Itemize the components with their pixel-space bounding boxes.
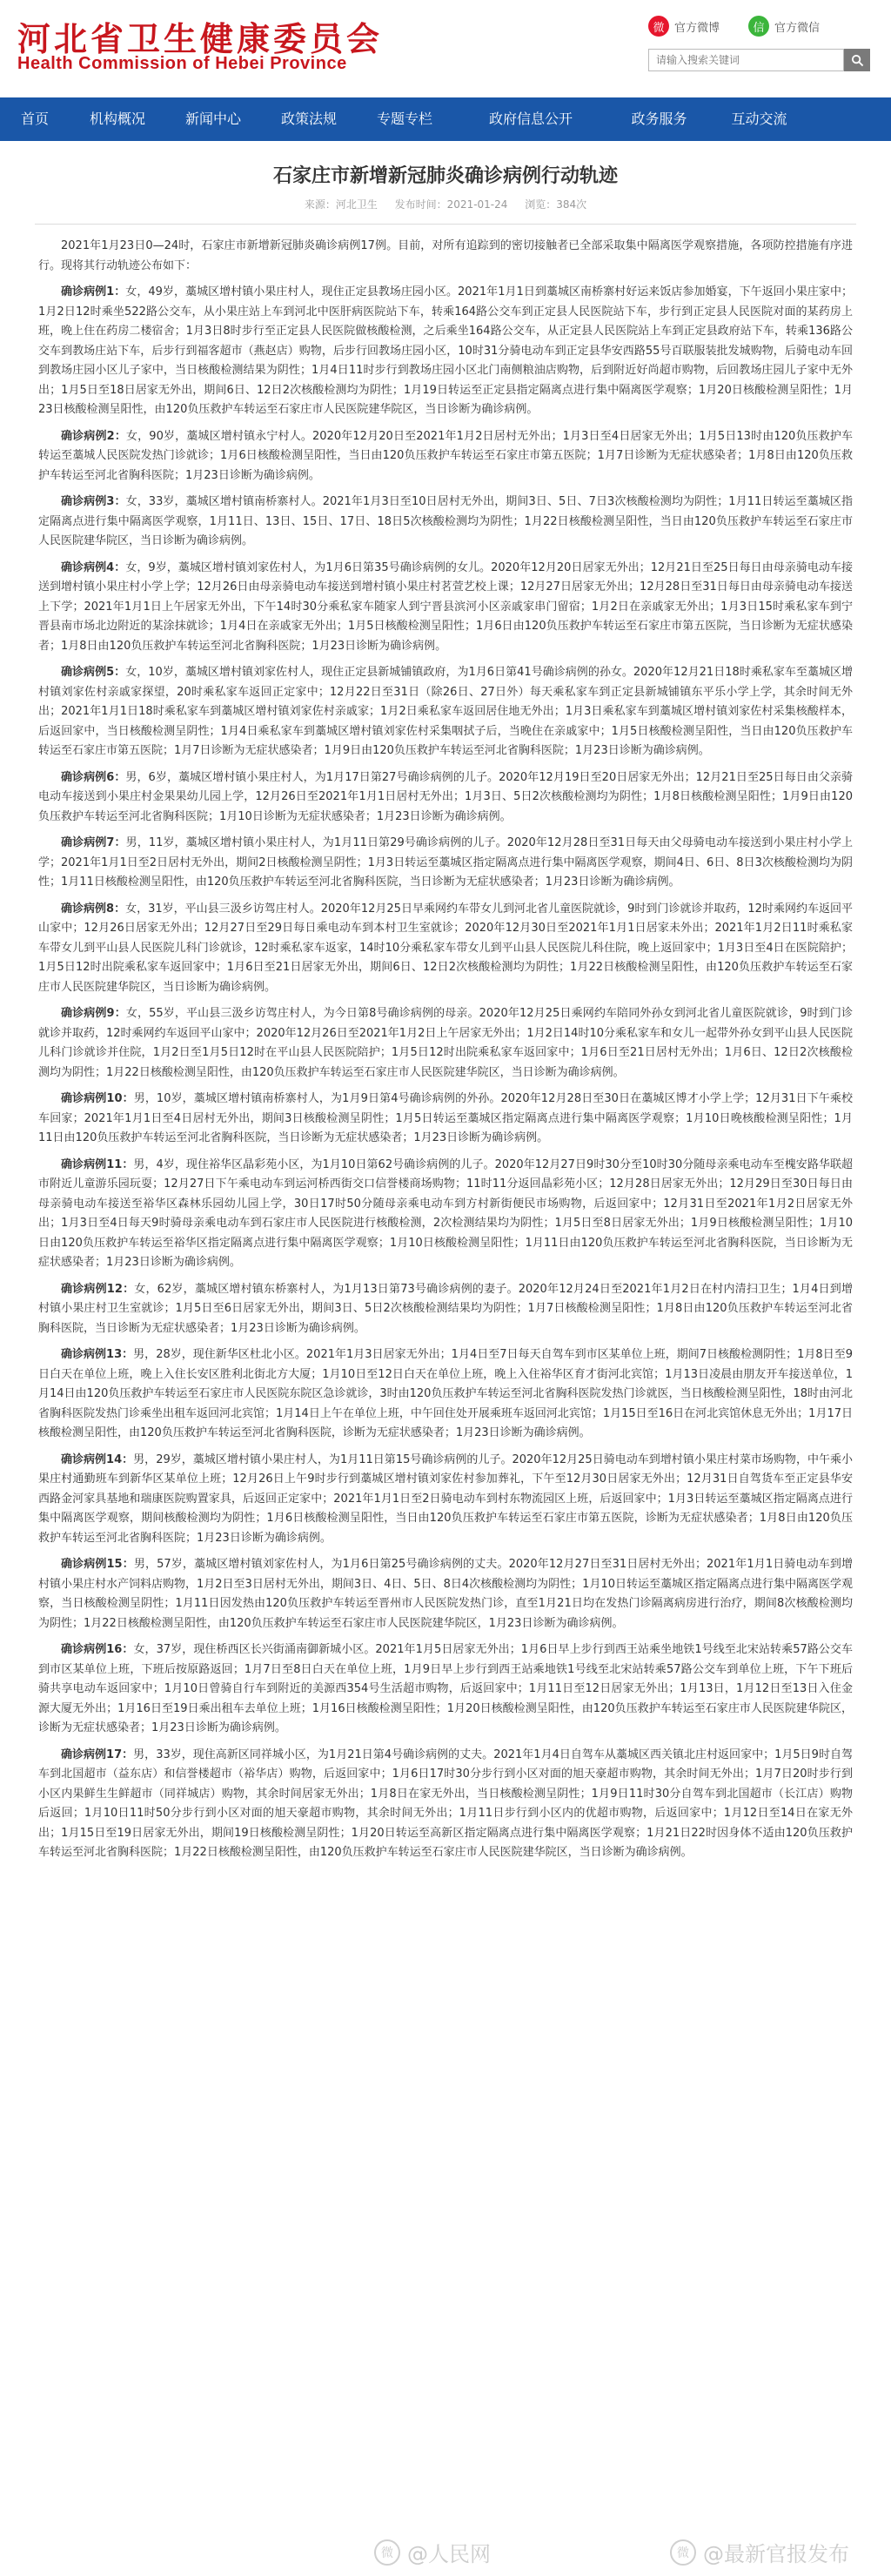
nav-item-news[interactable]: 新闻中心 [184, 111, 241, 127]
article-paragraph: 确诊病例14：男，29岁，藁城区增村镇小果庄村人，为1月11日第15号确诊病例的儿子。2020年12月25日骑电动车到增村镇小果庄村菜市场购物，中午乘小果庄村通勤班车到新华区某单位上班；12月26日上午9时步行到藁城区增村镇刘家佐村参加葬礼，下午至12月30日居家无外出；12月31日自驾货车至正定县华安西路金河家具基地和瑞康医院购置家具，后返回正定家中；2021年1月1日至2日骑电动车到村东物流园区上班，后返回家中；1月3日转运至藁城区指定隔离点进行集中隔离医学观察，期间核酸检测均为阴性；1月6日核酸检测呈阳性，当日由120负压救护车转运至石家庄市第五医院，诊断为无症状感染者；1月8日由120负压救护车转运至河北省胸科医院；1月23日诊断为确诊病例。 [38, 1452, 853, 1545]
watermark-right [670, 2537, 849, 2567]
article-paragraph: 2021年1月23日0—24时，石家庄市新增新冠肺炎确诊病例17例。目前，对所有追踪到的密切接触者已全部采取集中隔离医学观察措施，各项防控措施有序进行。现将其行动轨迹公布如下： [38, 239, 853, 272]
article-body [38, 237, 853, 1863]
nav-item-interaction[interactable]: 互动交流 [731, 111, 787, 127]
watermark-left-text: @人民网 [407, 2542, 491, 2566]
article-paragraph: 确诊病例13：男，28岁，现住新华区杜北小区。2021年1月3日居家无外出；1月4日至7日每天自驾车到市区某单位上班，期间7日核酸检测阴性；1月8日至9日白天在单位上班，晚上入住长安区胜利北街北方大厦；1月10日至12日白天在单位上班，晚上入住裕华区育才街河北宾馆；1月13日凌晨由朋友开车接送单位，1月14日由120负压救护车转运至石家庄市人民医院东院区急诊就诊，3时由120负压救护车转运至河北省胸科医院发热门诊就医，当日核酸检测呈阳性，18时由河北省胸科医院发热门诊乘坐出租车返回河北宾馆；1月14日上午在单位上班，中午回住处开展乘班车返回河北宾馆；1月15日至16日在河北宾馆休息无外出；1月17日核酸检测呈阳性，由120负压救护车转运至河北省胸科医院，诊断为无症状感染者；1月23日诊断为确诊病例。 [38, 1348, 853, 1439]
main-nav [0, 97, 891, 141]
wechat-icon: 信 [748, 16, 769, 37]
wechat-label: 官方微信 [774, 21, 821, 35]
site-logo-chinese[interactable]: 河北省卫生健康委员会 [17, 19, 384, 58]
article-date: 发布时间：2021-01-24 [394, 198, 508, 211]
search-input[interactable] [648, 49, 844, 71]
site-header [0, 0, 891, 94]
weibo-link[interactable] [648, 16, 720, 37]
article-paragraph: 确诊病例1：女，49岁，藁城区增村镇小果庄村人，现住正定县教场庄园小区。2021年1月1日到藁城区南桥寨村好运来饭店参加婚宴，下午返回小果庄家中；1月2日12时乘坐522路公交车，从小果庄站上车到河北中医肝病医院站下车，转乘164路公交车到正定县人民医院站下车，步行到正定县人民医院对面的某药房上班，晚上住在药房二楼宿舍；1月3日8时步行至正定县人民医院做核酸检测，之后乘坐164路公交车，从正定县人民医院站上车到正定县政府站下车，转乘136路公交车到教场庄站下车，后步行到福客超市（燕赵店）购物，后步行回教场庄园小区，10时31分骑电动车到正定县华安西路55号百联服装批发城购物，后骑电动车回到教场庄园小区儿子家中，当日核酸检测结果为阴性；1月4日11时步行到教场庄园小区北门南侧粮油店购物，后到附近好尚超市购物，后回教场庄园儿子家中无外出；1月5日至18日居家无外出，期间6日、12日2次核酸检测均为阴性；1月19日转运至正定县指定隔离点进行集中隔离医学观察；1月20日核酸检测呈阳性；1月23日核酸检测呈阳性，由120负压救护车转运至石家庄市人民医院建华院区，当日诊断为确诊病例。 [38, 285, 854, 416]
search-icon [851, 54, 864, 67]
article-paragraph: 确诊病例2：女，90岁，藁城区增村镇永宁村人。2020年12月20日至2021年1月2日居村无外出；1月3日至4日居家无外出；1月5日13时由120负压救护车转运至藁城人民医院发热门诊就诊；1月6日核酸检测呈阳性，当日由120负压救护车转运至石家庄市第五医院；1月7日诊断为无症状感染者；1月8日由120负压救护车转运至河北省胸科医院；1月23日诊断为确诊病例。 [38, 429, 854, 482]
wechat-link[interactable] [748, 16, 820, 37]
article-paragraph: 确诊病例5：女，10岁，藁城区增村镇刘家佐村人，现住正定县新城铺镇政府，为1月6日第41号确诊病例的孙女。2020年12月21日18时乘私家车至藁城区增村镇刘家佐村亲戚家探望，20时乘私家车返回正定家中；12月22日至31日（除26日、27日外）每天乘私家车到正定县新城铺镇东平乐小学上学，其余时间无外出；2021年1月1日18时乘私家车到藁城区增村镇刘家佐村亲戚家；1月2日乘私家车返回居住地无外出；1月3日乘私家车到藁城区增村镇刘家佐村采集核酸样本，后返回家中，当日核酸检测呈阴性；1月4日乘私家车到藁城区增村镇刘家佐村采集咽拭子后，当晚住在亲戚家中；1月5日核酸检测呈阳性，当日由120负压救护车转运至石家庄市第五医院；1月7日诊断为无症状感染者；1月9日由120负压救护车转运至河北省胸科医院；1月23日诊断为确诊病例。 [38, 666, 854, 757]
article-title: 石家庄市新增新冠肺炎确诊病例行动轨迹 [272, 165, 618, 187]
article-paragraph: 确诊病例17：男，33岁，现住高新区同祥城小区，为1月21日第4号确诊病例的丈夫。2021年1月4日自驾车从藁城区西关镇北庄村返回家中；1月5日9时自驾车到北国超市（益东店）和信誉楼超市（裕华店）购物，后返回家中；1月6日17时30分步行到小区对面的旭天豪超市购物，其余时间无外出；1月7日20时步行到小区内果鲜生生鲜超市（同祥城店）购物，其余时间居家无外出；1月8日在家无外出，当日核酸检测呈阴性；1月9日11时30分自驾车到北国超市（长江店）购物后返回；1月10日11时50分步行到小区对面的旭天豪超市购物，其余时间无外出；1月11日步行到小区内的优超市购物，后返回家中；1月12日至14日在家无外出；1月15日至19日居家无外出，期间19日核酸检测呈阴性；1月20日转运至高新区指定隔离点进行集中隔离医学观察；1月21日22时因身体不适由120负压救护车转运至河北省胸科医院；1月22日核酸检测呈阳性，由120负压救护车转运至石家庄市人民医院建华院区，当日诊断为确诊病例。 [38, 1748, 853, 1859]
weibo-watermark-icon: 微 [670, 2539, 696, 2566]
article-paragraph: 确诊病例7：男，11岁，藁城区增村镇小果庄村人，为1月11日第29号确诊病例的儿子。2020年12月28日至31日每天由父母骑电动车接送到小果庄村小学上学；2021年1月1日至2日居村无外出，期间2日核酸检测呈阴性；1月3日转运至藁城区指定隔离点进行集中隔离医学观察，期间4日、6日、8日3次核酸检测均为阴性；1月11日核酸检测呈阳性，由120负压救护车转运至河北省胸科医院，当日诊断为无症状感染者；1月23日诊断为确诊病例。 [38, 836, 853, 889]
article-paragraph: 确诊病例16：女，37岁，现住桥西区长兴街涌南御新城小区。2021年1月5日居家无外出；1月6日早上步行到西王站乘坐地铁1号线至北宋站转乘57路公交车到市区某单位上班，下班后按原路返回；1月7日至8日白天在单位上班，1月9日早上步行到西王站乘地铁1号线至北宋站转乘57路公交车到单位上班，下午下班后骑共享电动车返回家中；1月10日曾骑自行车到附近的美源西354号生活超市购物，后返回家中；1月11日至12日居家无外出；1月13日，1月12日至13日入住金源大厦无外出；1月16日至19日乘出租车去单位上班；1月16日核酸检测呈阳性；1月20日核酸检测呈阳性，由120负压救护车转运至石家庄市人民医院建华院区，诊断为无症状感染者；1月23日诊断为确诊病例。 [38, 1643, 853, 1734]
article-views: 浏览：384次 [525, 198, 587, 211]
weibo-label: 官方微博 [674, 21, 720, 35]
article-paragraph: 确诊病例11：男，4岁，现住裕华区晶彩苑小区，为1月10日第62号确诊病例的儿子。2020年12月27日9时30分至10时30分随母亲乘电动车至槐安路华联超市附近儿童游乐园玩耍；12月27日下午乘电动车到运河桥西街交口信誉楼商场购物；11时11分返回晶彩苑小区；12月28日居家无外出；12月29日至30日每日由母亲骑电动车接送至裕华区森林乐园幼儿园上学，30日17时50分随母亲乘电动车到方村新街便民市场购物，后返回家中；12月31日至2021年1月2日居家无外出；1月3日至4日每天9时骑母亲乘电动车到石家庄市人民医院进行核酸检测，2次检测结果均为阴性；1月5日至8日居家无外出；1月9日核酸检测呈阳性；1月10日由120负压救护车转运至裕华区指定隔离点进行集中隔离医学观察；1月10日核酸检测呈阳性；1月11日由120负压救护车转运至河北省胸科医院，当日诊断为无症状感染者；1月23日诊断为确诊病例。 [38, 1157, 853, 1269]
watermark-right-text: @最新官报发布 [703, 2542, 849, 2566]
article-paragraph: 确诊病例4：女，9岁，藁城区增村镇刘家佐村人，为1月6日第35号确诊病例的女儿。2020年12月20日居家无外出；12月21日至25日每日由母亲骑电动车接送到增村镇小果庄村小学上学；12月26日由母亲骑电动车接送到增村镇小果庄村茗萱艺校上课；12月27日居家无外出；12月28日至31日每日由母亲骑电动车接送上下学；2021年1月1日上午居家无外出，下午14时30分乘私家车随家人到宁晋县滨河小区亲戚家串门留宿；1月2日在亲戚家无外出；1月3日15时乘私家车到宁晋县南市场北边附近的某涂抹就诊；1月4日在亲戚家无外出；1月5日核酸检测呈阳性；1月6日由120负压救护车转运至石家庄市第五医院，当日诊断为无症状感染者；1月8日由120负压救护车转运至河北省胸科医院；1月23日诊断为确诊病例。 [38, 560, 854, 653]
nav-item-services[interactable]: 政务服务 [631, 111, 687, 127]
article-paragraph: 确诊病例12：女，62岁，藁城区增村镇东桥寨村人，为1月13日第73号确诊病例的妻子。2020年12月24日至2021年1月2日在村内清扫卫生；1月4日到增村镇小果庄村卫生室就诊；1月5日至6日居家无外出，期间3日、5日2次核酸检测结果均为阴性；1月7日核酸检测呈阳性；1月8日由120负压救护车转运至河北省胸科医院，当日诊断为无症状感染者；1月23日诊断为确诊病例。 [38, 1282, 853, 1335]
article-paragraph: 确诊病例8：女，31岁，平山县三汲乡访驾庄村人。2020年12月25日早乘网约车带女儿到河北省儿童医院就诊，9时到门诊就诊并取药，12时乘网约车返回平山家中；12月26日居家无外出；12月27日至29日每日乘电动车到本村卫生室就诊；2020年12月30日至2021年1月1日居家未外出；2021年1月2日11时乘私家车带女儿到平山县人民医院儿科门诊就诊，12时乘私家车返家，14时10分乘私家车带女儿到平山县人民医院儿科住院，晚上返回家中；1月3日至4日在医院陪护；1月5日12时出院乘私家车返回家中；1月6日至21日居家无外出，期间6日、12日2次核酸检测均为阴性；1月22日核酸检测呈阳性，由120负压救护车转运至石家庄市人民医院建华院区，当日诊断为确诊病例。 [38, 902, 854, 994]
article [0, 148, 891, 1870]
article-source: 来源：河北卫生 [304, 198, 378, 211]
weibo-icon: 微 [648, 16, 669, 37]
nav-item-topics[interactable]: 专题专栏 [376, 111, 432, 127]
nav-item-home[interactable]: 首页 [20, 111, 49, 127]
nav-item-about[interactable]: 机构概况 [89, 111, 145, 127]
article-paragraph: 确诊病例9：女，55岁，平山县三汲乡访驾庄村人，为今日第8号确诊病例的母亲。2020年12月25日乘网约车陪同外孙女到河北省儿童医院就诊，9时到门诊就诊并取药，12时乘网约车返回平山家中；2020年12月26日至2021年1月2日上午居家无外出；1月2日14时10分乘私家车和女儿一起带外孙女到平山县人民医院儿科门诊就诊并住院，1月2日至1月5日12时在平山县人民医院陪护；1月5日12时出院乘私家车返回家中；1月6日至21日居村无外出；1月6日、12日2次核酸检测均为阴性；1月22日核酸检测呈阳性，由120负压救护车转运至石家庄市人民医院建华院区，当日诊断为确诊病例。 [38, 1007, 853, 1079]
article-paragraph: 确诊病例3：女，33岁，藁城区增村镇南桥寨村人。2021年1月3日至10日居村无外出，期间3日、5日、7日3次核酸检测均为阴性；1月11日转运至藁城区指定隔离点进行集中隔离医学观察，1月11日、13日、15日、17日、18日5次核酸检测均为阴性；1月22日核酸检测呈阳性，当日由120负压救护车转运至石家庄市人民医院建华院区，当日诊断为确诊病例。 [38, 495, 854, 547]
title-divider [35, 224, 856, 225]
article-paragraph: 确诊病例10：男，10岁，藁城区增村镇南桥寨村人，为1月9日第4号确诊病例的外孙。2020年12月28日至30日在藁城区博才小学上学；12月31日下午乘校车回家；2021年1月1日至4日居村无外出，期间3日核酸检测呈阴性；1月5日转运至藁城区指定隔离点进行集中隔离医学观察；1月10日晚核酸检测呈阳性；1月11日由120负压救护车转运至河北省胸科医院，当日诊断为无症状感染者；1月23日诊断为确诊病例。 [38, 1092, 853, 1144]
nav-item-policy[interactable]: 政策法规 [280, 111, 337, 127]
search-button[interactable] [844, 49, 870, 71]
site-logo-english[interactable]: Health Commission of Hebei Province [17, 54, 347, 73]
nav-item-disclosure[interactable]: 政府信息公开 [488, 111, 573, 127]
watermark-left [374, 2537, 491, 2567]
article-paragraph: 确诊病例15：男，57岁，藁城区增村镇刘家佐村人，为1月6日第25号确诊病例的丈夫。2020年12月27日至31日居村无外出；2021年1月1日骑电动车到增村镇小果庄村水产饲料店购物，1月2日至3日居村无外出，期间3日、4日、5日、8日4次核酸检测均为阴性；1月10日转运至藁城区指定隔离点进行集中隔离医学观察，当日核酸检测呈阴性；1月11日因发热由120负压救护车转运至晋州市人民医院发热门诊，直至1月21日均在发热门诊隔离病房进行治疗，期间8次核酸检测均为阴性；1月22日核酸检测呈阳性，由120负压救护车转运至石家庄市人民医院建华院区，1月23日诊断为确诊病例。 [38, 1558, 853, 1630]
article-paragraph: 确诊病例6：男，6岁，藁城区增村镇小果庄村人，为1月17日第27号确诊病例的儿子。2020年12月19日至20日居家无外出；12月21日至25日每日由父亲骑电动车接送到小果庄村金果果幼儿园上学，12月26日至2021年1月1日居村无外出；1月3日、5日2次核酸检测均为阴性；1月8日核酸检测呈阳性；1月9日由120负压救护车转运至河北省胸科医院；1月10日诊断为无症状感染者；1月23日诊断为确诊病例。 [38, 770, 854, 823]
weibo-watermark-icon: 微 [374, 2539, 400, 2566]
article-meta [0, 197, 891, 211]
